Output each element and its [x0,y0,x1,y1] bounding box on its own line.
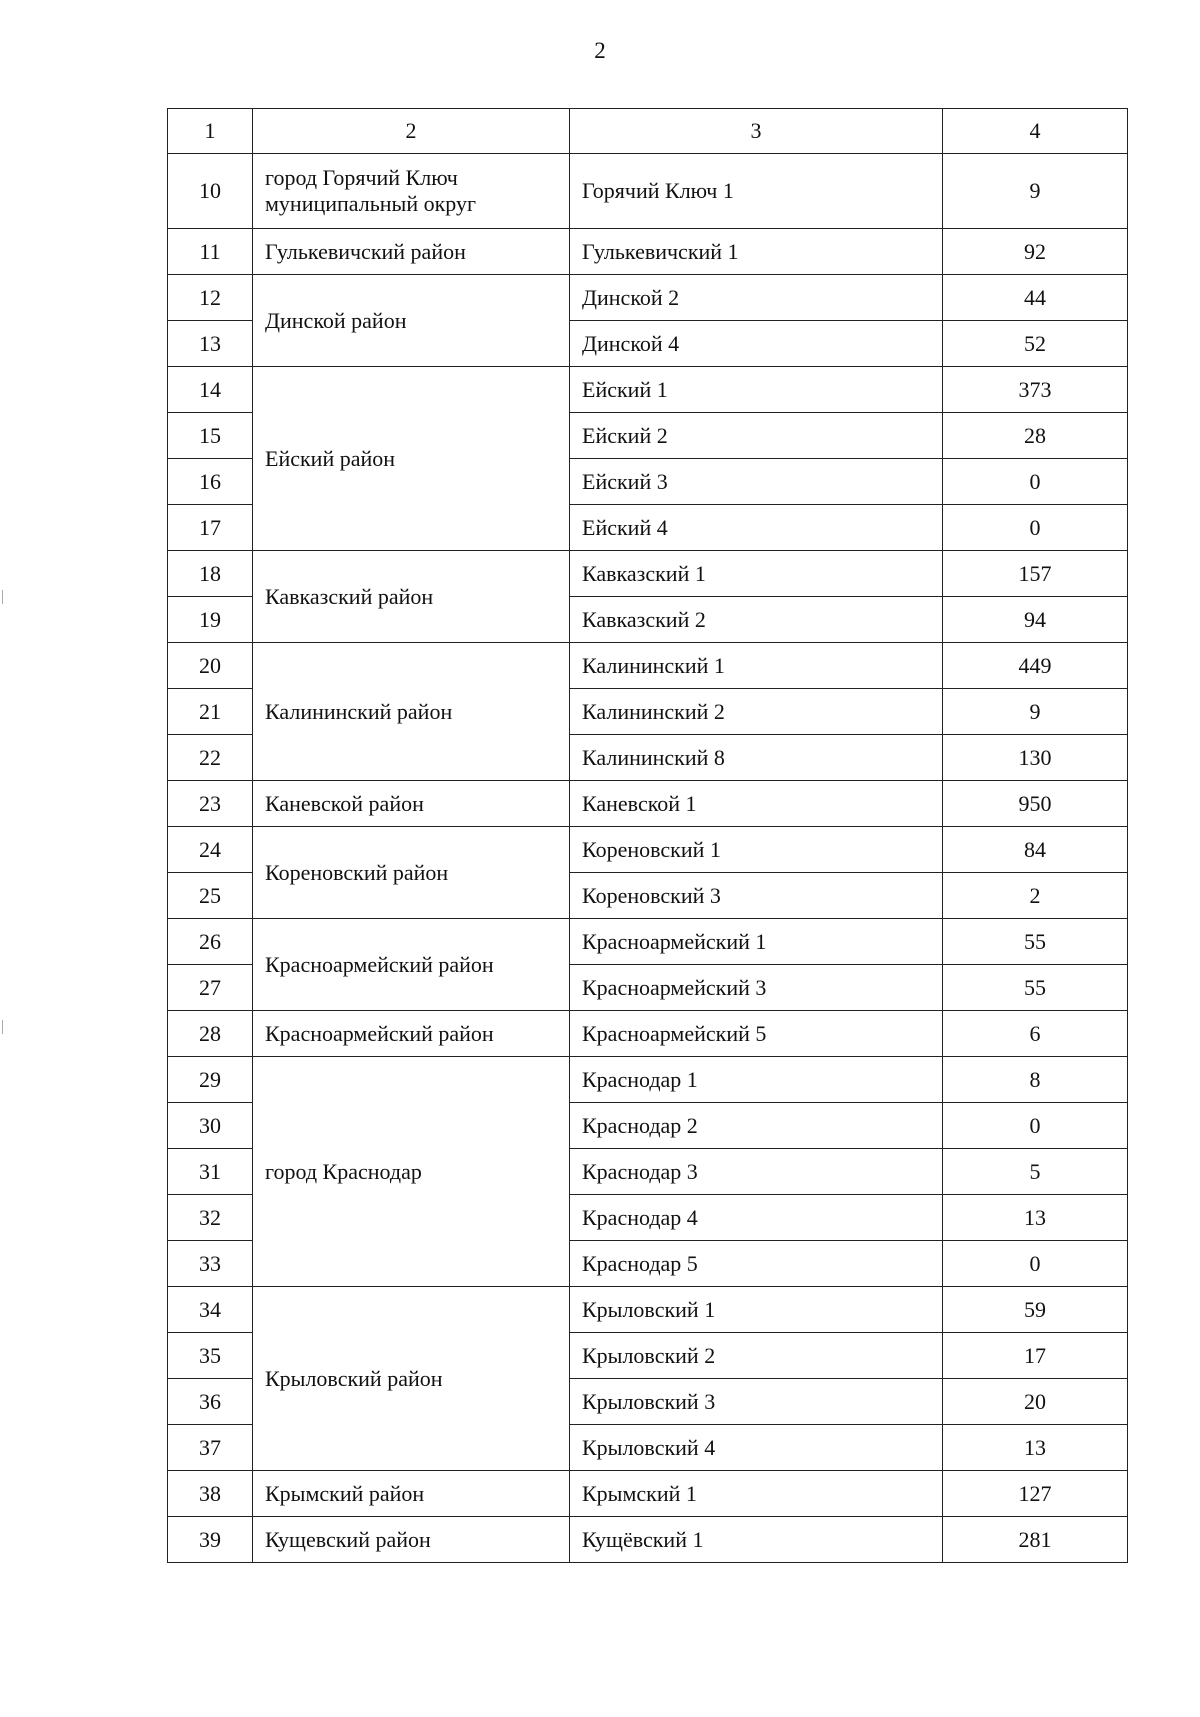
value-cell: 6 [943,1011,1128,1057]
district-name: Красноармейский район [253,919,570,1011]
site-name: Ейский 2 [570,413,943,459]
row-number: 21 [168,689,253,735]
column-header: 4 [943,109,1128,154]
row-number: 18 [168,551,253,597]
site-name: Красноармейский 3 [570,965,943,1011]
site-name: Крыловский 1 [570,1287,943,1333]
site-name: Крыловский 2 [570,1333,943,1379]
value-cell: 0 [943,505,1128,551]
value-cell: 17 [943,1333,1128,1379]
site-name: Ейский 4 [570,505,943,551]
value-cell: 59 [943,1287,1128,1333]
district-name: Динской район [253,275,570,367]
value-cell: 28 [943,413,1128,459]
value-cell: 950 [943,781,1128,827]
row-number: 10 [168,154,253,229]
value-cell: 449 [943,643,1128,689]
site-name: Ейский 3 [570,459,943,505]
value-cell: 55 [943,965,1128,1011]
row-number: 30 [168,1103,253,1149]
scan-edge-mark [2,1020,3,1034]
district-name: город Горячий Ключ муниципальный округ [253,154,570,229]
district-name: Кавказский район [253,551,570,643]
table-row [168,1287,1128,1333]
table-row [168,1471,1128,1517]
value-cell: 8 [943,1057,1128,1103]
site-name: Краснодар 3 [570,1149,943,1195]
district-name: Гулькевичский район [253,229,570,275]
data-table [167,108,1128,1563]
row-number: 16 [168,459,253,505]
row-number: 27 [168,965,253,1011]
row-number: 20 [168,643,253,689]
site-name: Крымский 1 [570,1471,943,1517]
row-number: 23 [168,781,253,827]
district-name: город Краснодар [253,1057,570,1287]
row-number: 13 [168,321,253,367]
table-row [168,919,1128,965]
site-name: Горячий Ключ 1 [570,154,943,229]
column-header: 1 [168,109,253,154]
value-cell: 0 [943,1103,1128,1149]
row-number: 31 [168,1149,253,1195]
table-row [168,781,1128,827]
row-number: 28 [168,1011,253,1057]
site-name: Краснодар 4 [570,1195,943,1241]
row-number: 15 [168,413,253,459]
value-cell: 94 [943,597,1128,643]
value-cell: 9 [943,154,1128,229]
row-number: 25 [168,873,253,919]
row-number: 19 [168,597,253,643]
site-name: Калининский 8 [570,735,943,781]
site-name: Ейский 1 [570,367,943,413]
value-cell: 9 [943,689,1128,735]
table-row [168,1517,1128,1563]
district-name: Крымский район [253,1471,570,1517]
row-number: 37 [168,1425,253,1471]
row-number: 33 [168,1241,253,1287]
value-cell: 127 [943,1471,1128,1517]
column-header: 2 [253,109,570,154]
row-number: 17 [168,505,253,551]
table-row [168,643,1128,689]
table-row [168,275,1128,321]
row-number: 34 [168,1287,253,1333]
site-name: Динской 2 [570,275,943,321]
site-name: Кореновский 3 [570,873,943,919]
row-number: 12 [168,275,253,321]
row-number: 39 [168,1517,253,1563]
table-row [168,229,1128,275]
district-name: Крыловский район [253,1287,570,1471]
site-name: Динской 4 [570,321,943,367]
table-row [168,827,1128,873]
district-name: Кущевский район [253,1517,570,1563]
value-cell: 5 [943,1149,1128,1195]
value-cell: 20 [943,1379,1128,1425]
value-cell: 52 [943,321,1128,367]
site-name: Красноармейский 5 [570,1011,943,1057]
table-row [168,551,1128,597]
site-name: Кавказский 1 [570,551,943,597]
value-cell: 92 [943,229,1128,275]
site-name: Кавказский 2 [570,597,943,643]
row-number: 38 [168,1471,253,1517]
row-number: 14 [168,367,253,413]
district-name: Ейский район [253,367,570,551]
row-number: 35 [168,1333,253,1379]
value-cell: 0 [943,1241,1128,1287]
district-name: Кореновский район [253,827,570,919]
value-cell: 44 [943,275,1128,321]
value-cell: 157 [943,551,1128,597]
value-cell: 130 [943,735,1128,781]
table-row [168,154,1128,229]
district-name: Красноармейский район [253,1011,570,1057]
row-number: 24 [168,827,253,873]
value-cell: 13 [943,1425,1128,1471]
value-cell: 2 [943,873,1128,919]
row-number: 11 [168,229,253,275]
value-cell: 84 [943,827,1128,873]
value-cell: 281 [943,1517,1128,1563]
site-name: Краснодар 5 [570,1241,943,1287]
site-name: Калининский 2 [570,689,943,735]
row-number: 36 [168,1379,253,1425]
site-name: Краснодар 2 [570,1103,943,1149]
table-header-row [168,109,1128,154]
page-number: 2 [594,38,606,63]
site-name: Красноармейский 1 [570,919,943,965]
table-row [168,1011,1128,1057]
district-name: Каневской район [253,781,570,827]
table-body [168,109,1128,1563]
row-number: 32 [168,1195,253,1241]
value-cell: 55 [943,919,1128,965]
row-number: 22 [168,735,253,781]
scan-edge-mark [2,590,3,604]
site-name: Кущёвский 1 [570,1517,943,1563]
value-cell: 373 [943,367,1128,413]
site-name: Крыловский 3 [570,1379,943,1425]
value-cell: 13 [943,1195,1128,1241]
district-name: Калининский район [253,643,570,781]
row-number: 29 [168,1057,253,1103]
site-name: Каневской 1 [570,781,943,827]
table-row [168,1057,1128,1103]
site-name: Крыловский 4 [570,1425,943,1471]
site-name: Калининский 1 [570,643,943,689]
site-name: Гулькевичский 1 [570,229,943,275]
table-row [168,367,1128,413]
site-name: Кореновский 1 [570,827,943,873]
value-cell: 0 [943,459,1128,505]
site-name: Краснодар 1 [570,1057,943,1103]
column-header: 3 [570,109,943,154]
row-number: 26 [168,919,253,965]
